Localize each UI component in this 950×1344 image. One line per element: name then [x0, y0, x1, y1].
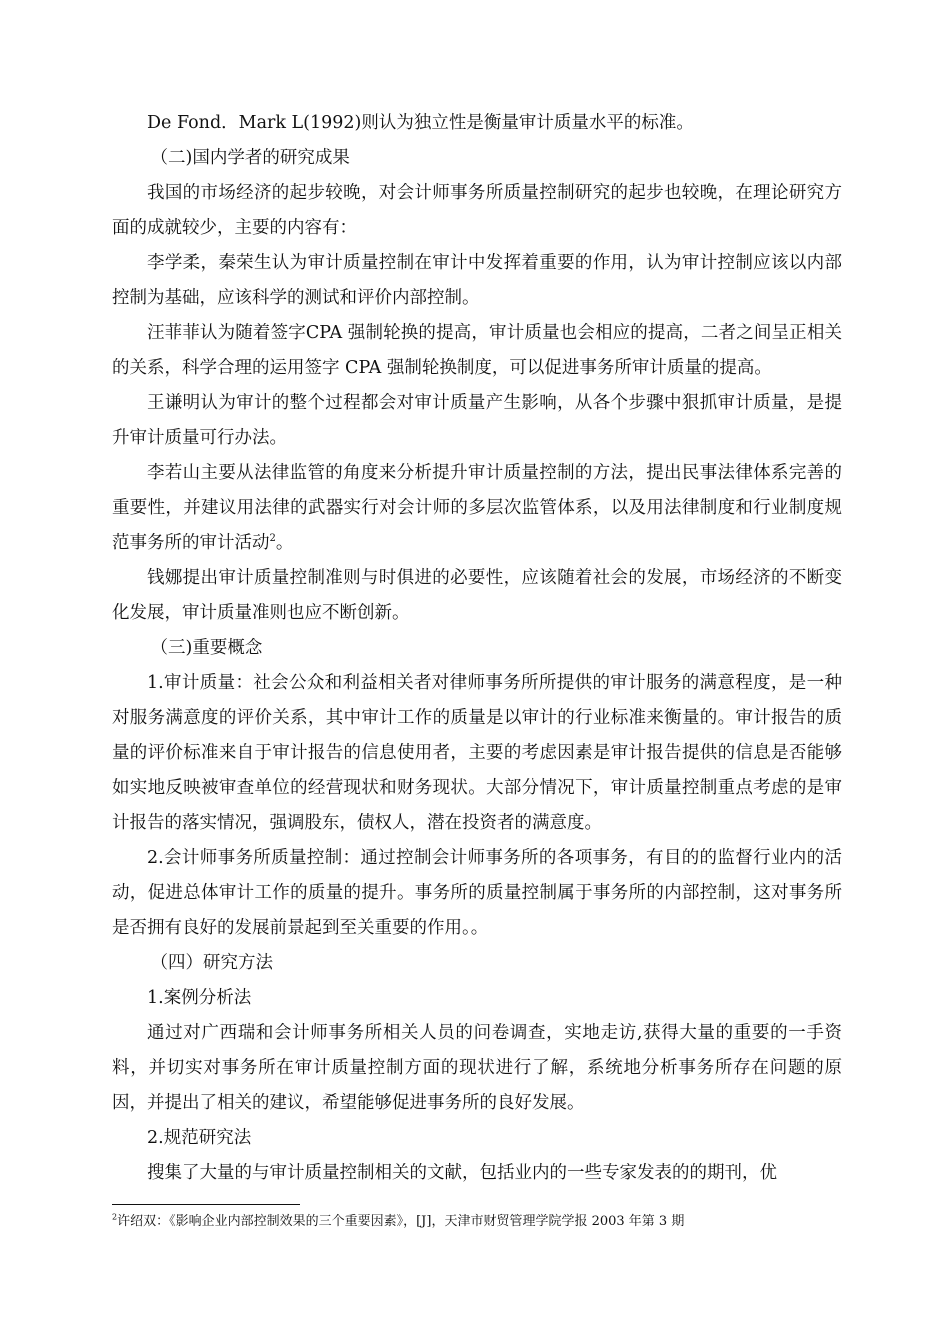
paragraph-defond: De Fond．Mark L(1992)则认为独立性是衡量审计质量水平的标准。: [147, 113, 694, 133]
paragraph-case-analysis: 通过对广西瑞和会计师事务所相关人员的问卷调查，实地走访,获得大量的重要的一手资料，并切实对事务所在审计质量控制方面的现状进行了解，系统地分析事务所存在问题的原因，并提出了相关的建议，希望能够促进事务所的良好发展。: [112, 1023, 842, 1113]
paragraph-firm-quality-control: 2.会计师事务所质量控制：通过控制会计师事务所的各项事务，有目的的监督行业内的活动，促进总体审计工作的质量的提升。事务所的质量控制属于事务所的内部控制，这对事务所是否拥有良好的发展前景起到至关重要的作用。。: [112, 848, 842, 938]
footnote-text: 许绍双：《影响企业内部控制效果的三个重要因素》，[J]，天津市财贸管理学院学报 2003 年第 3 期: [117, 1214, 685, 1229]
paragraph-intro-domestic: 我国的市场经济的起步较晚，对会计师事务所质量控制研究的起步也较晚，在理论研究方面的成就较少，主要的内容有：: [112, 183, 842, 238]
section-heading-research-methods: （四）研究方法: [150, 953, 273, 973]
paragraph-wang-qianming: 王谦明认为审计的整个过程都会对审计质量产生影响，从各个步骤中狠抓审计质量，是提升审计质量可行办法。: [112, 393, 842, 448]
subheading-case-analysis: 1.案例分析法: [147, 988, 252, 1008]
section-heading-key-concepts: （三)重要概念: [150, 638, 263, 658]
footnote: [112, 1212, 872, 1232]
paragraph-audit-quality: 1.审计质量：社会公众和利益相关者对律师事务所所提供的审计服务的满意程度，是一种对服务满意度的评价关系，其中审计工作的质量是以审计的行业标准来衡量的。审计报告的质量的评价标准来自于审计报告的信息使用者，主要的考虑因素是审计报告提供的信息是否能够如实地反映被审查单位的经营现状和财务现状。大部分情况下，审计质量控制重点考虑的是审计报告的落实情况，强调股东，债权人，潜在投资者的满意度。: [112, 673, 842, 833]
paragraph-li-qin: 李学柔，秦荣生认为审计质量控制在审计中发挥着重要的作用，认为审计控制应该以内部控制为基础，应该科学的测试和评价内部控制。: [112, 253, 842, 308]
footnote-reference: 2: [269, 533, 276, 545]
paragraph-li-ruoshan: [112, 456, 842, 561]
footnote-mark: 2: [112, 1212, 118, 1222]
paragraph-normative-research: 搜集了大量的与审计质量控制相关的文献，包括业内的一些专家发表的的期刊，优: [147, 1163, 777, 1183]
footnote-divider: [112, 1204, 300, 1205]
body-text: [112, 106, 842, 1191]
paragraph-wang-feifei: 汪菲菲认为随着签字CPA 强制轮换的提高，审计质量也会相应的提高，二者之间呈正相关的关系，科学合理的运用签字 CPA 强制轮换制度，可以促进事务所审计质量的提高。: [112, 323, 842, 378]
subheading-normative-research: 2.规范研究法: [147, 1128, 252, 1148]
paragraph-qian-na: 钱娜提出审计质量控制准则与时俱进的必要性，应该随着社会的发展，市场经济的不断变化发展，审计质量准则也应不断创新。: [112, 568, 842, 623]
section-heading-domestic-research: （二)国内学者的研究成果: [150, 148, 350, 168]
paragraph-li-ruoshan-end: 。: [275, 533, 294, 553]
paragraph-li-ruoshan-text: 李若山主要从法律监管的角度来分析提升审计质量控制的方法，提出民事法律体系完善的重要性，并建议用法律的武器实行对会计师的多层次监管体系，以及用法律制度和行业制度规范事务所的审计活动: [112, 463, 842, 553]
